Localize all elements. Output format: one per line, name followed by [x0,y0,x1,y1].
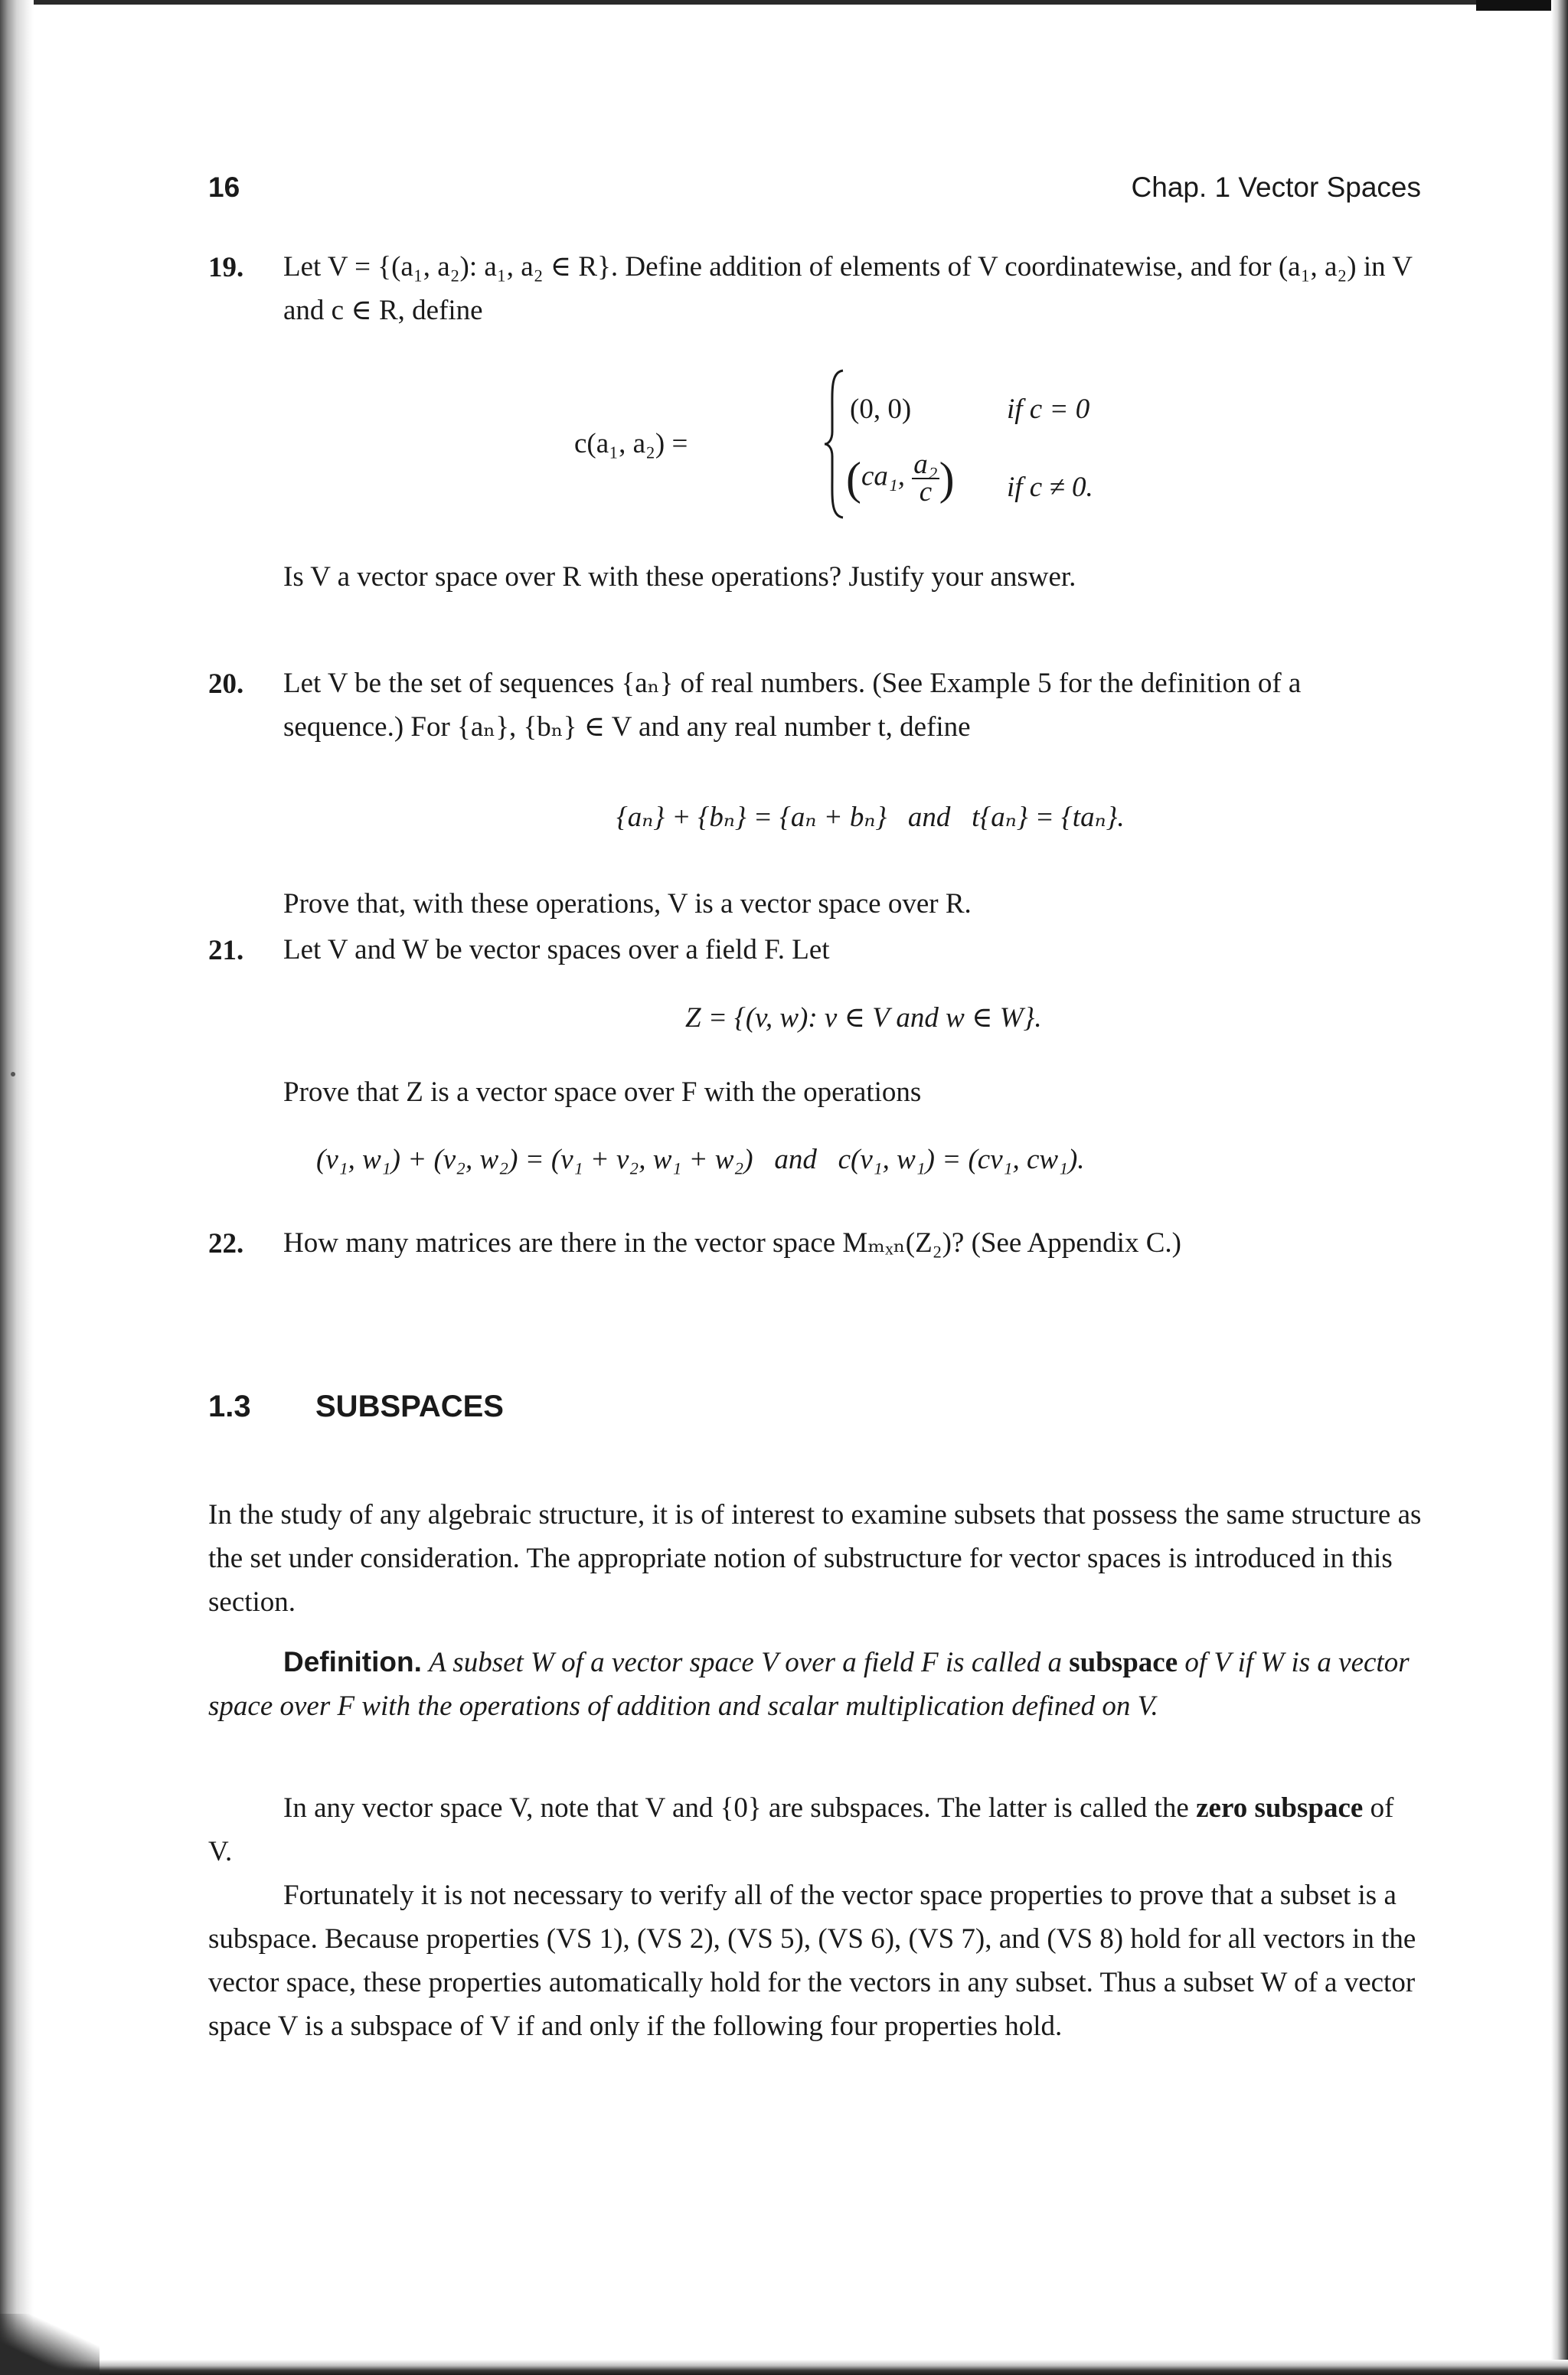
scan-right-shadow [1551,0,1568,2375]
zero-para-text-1: In any vector space V, note that V and {0} are subspaces. The latter is called the [283,1792,1189,1824]
exercise-20-question: Prove that, with these operations, V is a vector space over R. [283,888,972,920]
exercise-21-intro: Let V and W be vector spaces over a field F. Let [283,934,830,965]
zero-subspace-term: zero subspace [1196,1792,1364,1824]
exercise-19-case2-value: (ca₁, $\frac{\text{a₂}}{c}$ ) [846,449,955,508]
scan-corner-shadow [0,2314,100,2375]
exercise-19-question: Is V a vector space over R with these operations? Justify your answer. [283,561,1076,593]
exercise-19-brace [823,368,846,521]
exercise-19-number: 19. [208,252,244,283]
scan-left-shadow [0,0,34,2375]
exercise-19-fraction-denominator: c [919,476,933,508]
exercise-21-number: 21. [208,935,244,966]
final-paragraph: Fortunately it is not necessary to verify all of the vector space properties to prove that a subset is a subspace. Because properties (VS 1), (VS 2), (VS 5), (VS 6), (VS 7), and (VS 8) hold for all vectors in the vector space, these properties automatically hold for the vectors in any subset. Thus a subset W of a vector space V is a subspace of V if and only if the following four properties hold. [208,1880,1416,2042]
exercise-21-equation-z: Z = {(v, w): v ∈ V and w ∈ W}. [685,1002,1042,1034]
exercise-19-equation-lhs: c(a₁, a₂) = [574,428,688,459]
scan-speck [11,1072,15,1076]
exercise-20-intro: Let V be the set of sequences {aₙ} of real numbers. (See Example 5 for the definition of a sequence.) For {aₙ}, {bₙ} ∈ V and any real number t, define [283,668,1302,743]
definition-text-2: of V if W is a vector space over F with the operations of addition and scalar multiplication defined on V. [208,1647,1410,1722]
section-title: SUBSPACES [315,1390,504,1423]
scan-top-border [31,0,1522,5]
definition-term: subspace [1069,1647,1178,1678]
page-number: 16 [208,172,240,203]
section-number: 1.3 [208,1390,251,1423]
exercise-19-fraction-numerator: a₂ [913,449,938,480]
exercise-21-operations: (v₁, w₁) + (v₂, w₂) = (v₁ + v₂, w₁ + w₂) and c(v₁, w₁) = (cv₁, cw₁). [316,1144,1085,1175]
scan-bottom-shadow [31,2360,1568,2375]
running-head: Chap. 1 Vector Spaces [1131,172,1421,203]
exercise-20-equation: {aₙ} + {bₙ} = {aₙ + bₙ} and t{aₙ} = {taₙ}. [616,802,1125,833]
definition-label: Definition. [283,1646,422,1678]
definition-text-1: A subset W of a vector space V over a field F is called a [429,1647,1062,1678]
exercise-19-case1-condition: if c = 0 [1007,394,1090,425]
exercise-22-number: 22. [208,1228,244,1259]
zero-subspace-paragraph [208,1786,1424,1874]
exercise-19-case1-value: (0, 0) [850,394,912,425]
definition-paragraph [208,1640,1424,1728]
exercise-19-intro: Let V = {(a₁, a₂): a₁, a₂ ∈ R}. Define addition of elements of V coordinatewise, and for (a₁, a₂) in V and c ∈ R, define [283,251,1413,326]
exercise-21-middle-text: Prove that Z is a vector space over F with the operations [283,1076,922,1108]
intro-paragraph: In the study of any algebraic structure, it is of interest to examine subsets that possess the same structure as the set under consideration. The appropriate notion of substructure for vector spaces is introduced in this section. [208,1499,1422,1618]
exercise-20-number: 20. [208,668,244,700]
exercise-19-fraction [912,449,939,508]
zero-para-text-2: of V. [208,1792,1394,1867]
exercise-22-text: How many matrices are there in the vector space Mₘₓₙ(Z₂)? (See Appendix C.) [283,1227,1181,1259]
exercise-19-case2-prefix: ca₁, [861,460,906,492]
section-heading [208,1390,504,1424]
exercise-19-case2-condition: if c ≠ 0. [1007,472,1093,503]
